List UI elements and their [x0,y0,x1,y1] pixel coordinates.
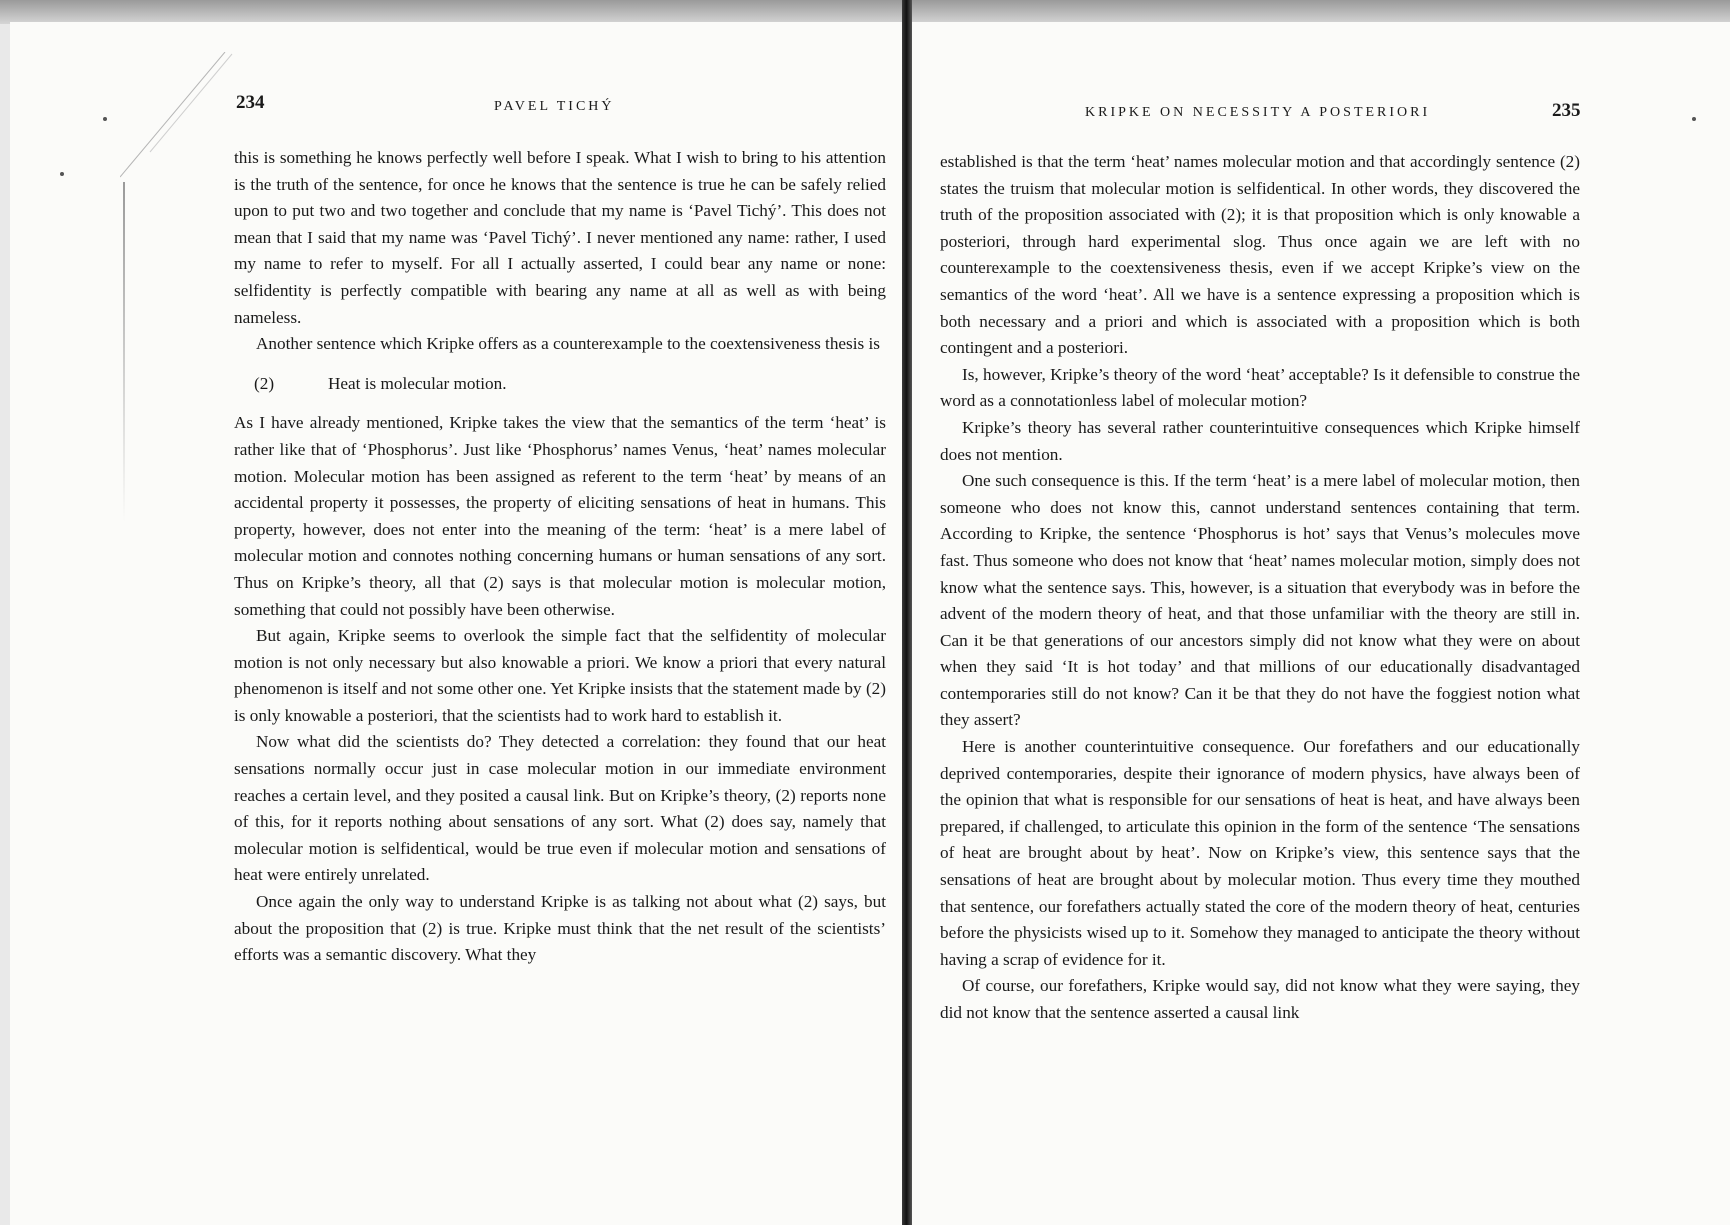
example-number: (2) [254,373,275,393]
scan-top-edge [0,0,1730,24]
paragraph: One such consequence is this. If the term ‘heat’ is a mere label of molecular motion, then someone who does not know this, cannot understand sentences containing that term. According to Kripke, the sentence ‘Phosphorus is hot’ says that Venus’s molecules move fast. Thus someone who does not know that ‘heat’ names molecular motion, simply does not know what the sentence says. This, however, is a situation that everybody was in before the advent of the modern theory of heat, and that those unfamiliar with the theory are still in. Can it be that generations of our ancestors simply did not know what they were on about when they said ‘It is hot today’ and that millions of our educationally disadvantaged contemporaries still do not know? Can it be that they do not have the foggiest notion what they assert? [940,471,1580,730]
paragraph: Once again the only way to understand Kripke is as talking not about what (2) says, but about the proposition that (2) is true. Kripke must think that the net result of the scientists’ efforts was a semantic discovery. What they [234,892,886,965]
left-running-head: PAVEL TICHÝ [494,99,615,114]
margin-speck [103,117,107,121]
left-page [10,22,902,1225]
numbered-example [254,371,886,398]
paragraph: Now what did the scientists do? They detected a correlation: they found that our heat sensations normally occur just in case molecular motion in our immediate environment reaches a certain level, and they posited a causal link. But on Kripke’s theory, (2) reports none of this, for it reports nothing about sensations of any sort. What (2) does say, namely that molecular motion is selfidentical, would be true even if molecular motion and sensations of heat were entirely unrelated. [234,732,886,885]
left-page-body [234,145,886,969]
paragraph: But again, Kripke seems to overlook the simple fact that the selfidentity of molecular motion is not only necessary but also knowable a priori. We know a priori that every natural phenomenon is itself and not some other one. Yet Kripke insists that the statement made by (2) is only knowable a posteriori, that the scientists had to work hard to establish it. [234,626,886,725]
right-running-head: KRIPKE ON NECESSITY A POSTERIORI [1085,105,1431,120]
right-page-body [940,149,1580,1027]
paragraph: Kripke’s theory has several rather counterintuitive consequences which Kripke himself does not mention. [940,417,1580,464]
example-text: Heat is molecular motion. [328,373,507,393]
paragraph: Is, however, Kripke’s theory of the word ‘heat’ acceptable? Is it defensible to construe the word as a connotationless label of molecular motion? [940,364,1580,411]
margin-shadow [123,182,125,522]
right-page [912,22,1730,1225]
margin-speck [60,172,64,176]
left-page-number: 234 [236,92,265,113]
book-spine [902,0,912,1225]
paragraph: Of course, our forefathers, Kripke would say, did not know what they were saying, they did not know that the sentence asserted a causal link [940,976,1580,1022]
paragraph: Here is another counterintuitive consequence. Our forefathers and our educationally deprived contemporaries, despite their ignorance of modern physics, have always been of the opinion that what is responsible for our sensations of heat is heat, and have always been prepared, if challenged, to articulate this opinion in the form of the sentence ‘The sensations of heat are brought about by heat’. Now on Kripke’s view, this sentence says that the sensations of heat are brought about by molecular motion. Thus every time they mouthed that sentence, our forefathers actually stated the core of the modern theory of heat, centuries before the physicists wised up to it. Somehow they managed to anticipate the theory without having a scrap of evidence for it. [940,737,1580,969]
paragraph: this is something he knows perfectly well before I speak. What I wish to bring to his attention is the truth of the sentence, for once he knows that the sentence is true he can be safely relied upon to put two and two together and conclude that my name is ‘Pavel Tichý’. This does not mean that I said that my name was ‘Pavel Tichý’. I never mentioned any name: rather, I used my name to refer to myself. For all I actually asserted, I could bear any name or none: selfidentity is perfectly compatible with bearing any name at all as well as with being nameless. [234,148,886,327]
paragraph: As I have already mentioned, Kripke takes the view that the semantics of the term ‘heat’ is rather like that of ‘Phosphorus’. Just like ‘Phosphorus’ names Venus, ‘heat’ names molecular motion. Molecular motion has been assigned as referent to the term ‘heat’ by means of an accidental property it possesses, the property of eliciting sensations of heat in humans. This property, however, does not enter into the meaning of the term: ‘heat’ is a mere label of molecular motion and connotes nothing concerning humans or human sensations of any sort. Thus on Kripke’s theory, all that (2) says is that molecular motion is molecular motion, something that could not possibly have been otherwise. [234,413,886,619]
margin-speck [1692,117,1696,121]
paragraph: established is that the term ‘heat’ names molecular motion and that accordingly sentence (2) states the truism that molecular motion is selfidentical. In other words, they discovered the truth of the proposition associated with (2); it is that proposition which is only knowable a posteriori, through hard experimental slog. Thus once again we are left with no counterexample to the coextensiveness thesis, even if we accept Kripke’s view on the semantics of the word ‘heat’. All we have is a sentence expressing a proposition which is both necessary and a priori and which is associated with a proposition which is both contingent and a posteriori. [940,152,1580,358]
paragraph: Another sentence which Kripke offers as a counterexample to the coextensiveness thesis is [256,334,880,354]
right-page-number: 235 [1552,100,1581,121]
